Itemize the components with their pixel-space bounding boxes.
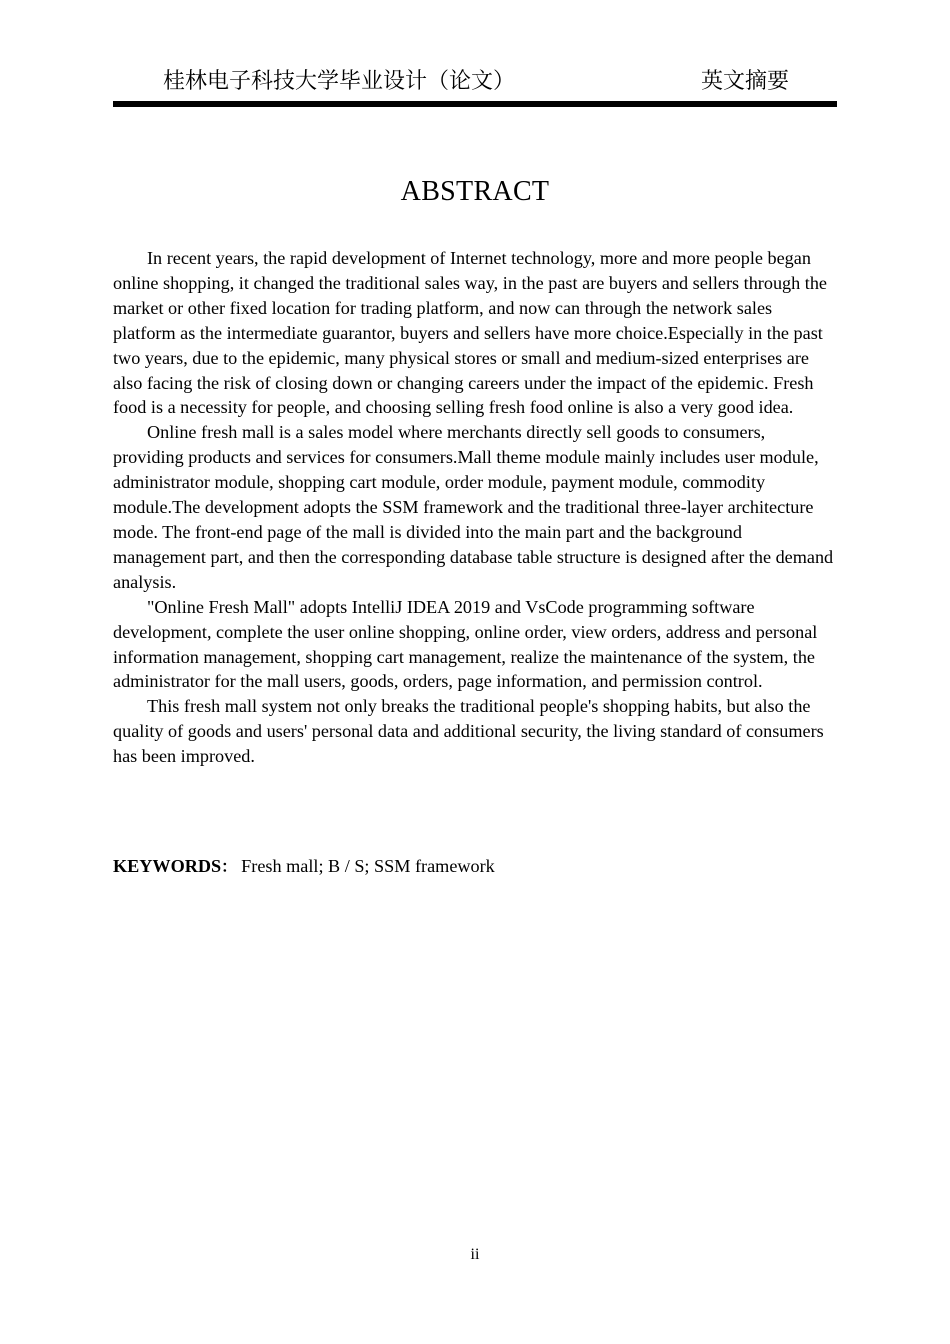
abstract-paragraph-2: Online fresh mall is a sales model where merchants directly sell goods to consumers, providing products and services for consumers.Mall theme module mainly includes user module, administrator module, shopping cart module, order module, payment module, commodity module.The development adopts the SSM framework and the traditional three-layer architecture mode. The front-end page of the mall is divided into the main part and the background management part, and then the corresponding database table structure is designed after the demand analysis.	[113, 422, 834, 592]
abstract-title: ABSTRACT	[400, 176, 550, 207]
keywords-line	[113, 854, 837, 879]
abstract-body	[113, 246, 837, 769]
abstract-paragraph-3: "Online Fresh Mall" adopts IntelliJ IDEA 2019 and VsCode programming software development, complete the user online shopping, online order, view orders, address and personal information management, shopping cart management, realize the maintenance of the system, the administrator for the mall users, goods, orders, page information, and permission control.	[113, 596, 818, 692]
page-number: ii	[470, 1246, 480, 1263]
header-thesis-title: 桂林电子科技大学毕业设计（论文）	[163, 69, 516, 94]
keywords-value: Fresh mall; B / S; SSM framework	[241, 856, 495, 876]
header-rule	[113, 101, 837, 107]
keywords-separator: ：	[221, 857, 238, 876]
abstract-paragraph-4: This fresh mall system not only breaks the traditional people's shopping habits, but also the quality of goods and users' personal data and additional security, the living standard of consumers has been improved.	[113, 696, 824, 767]
header-section-title: 英文摘要	[700, 69, 789, 94]
page-header	[113, 0, 837, 110]
abstract-paragraph-1: In recent years, the rapid development of Internet technology, more and more people began online shopping, it changed the traditional sales way, in the past are buyers and sellers through the market or other fixed location for trading platform, and now can through the network sales platform as the intermediate guarantor, buyers and sellers have more choice.Especially in the past two years, due to the epidemic, many physical stores or small and medium-sized enterprises are also facing the risk of closing down or changing careers under the impact of the epidemic. Fresh food is a necessity for people, and choosing selling fresh food online is also a very good idea.	[113, 248, 828, 418]
keywords-label: KEYWORDS	[113, 856, 222, 876]
